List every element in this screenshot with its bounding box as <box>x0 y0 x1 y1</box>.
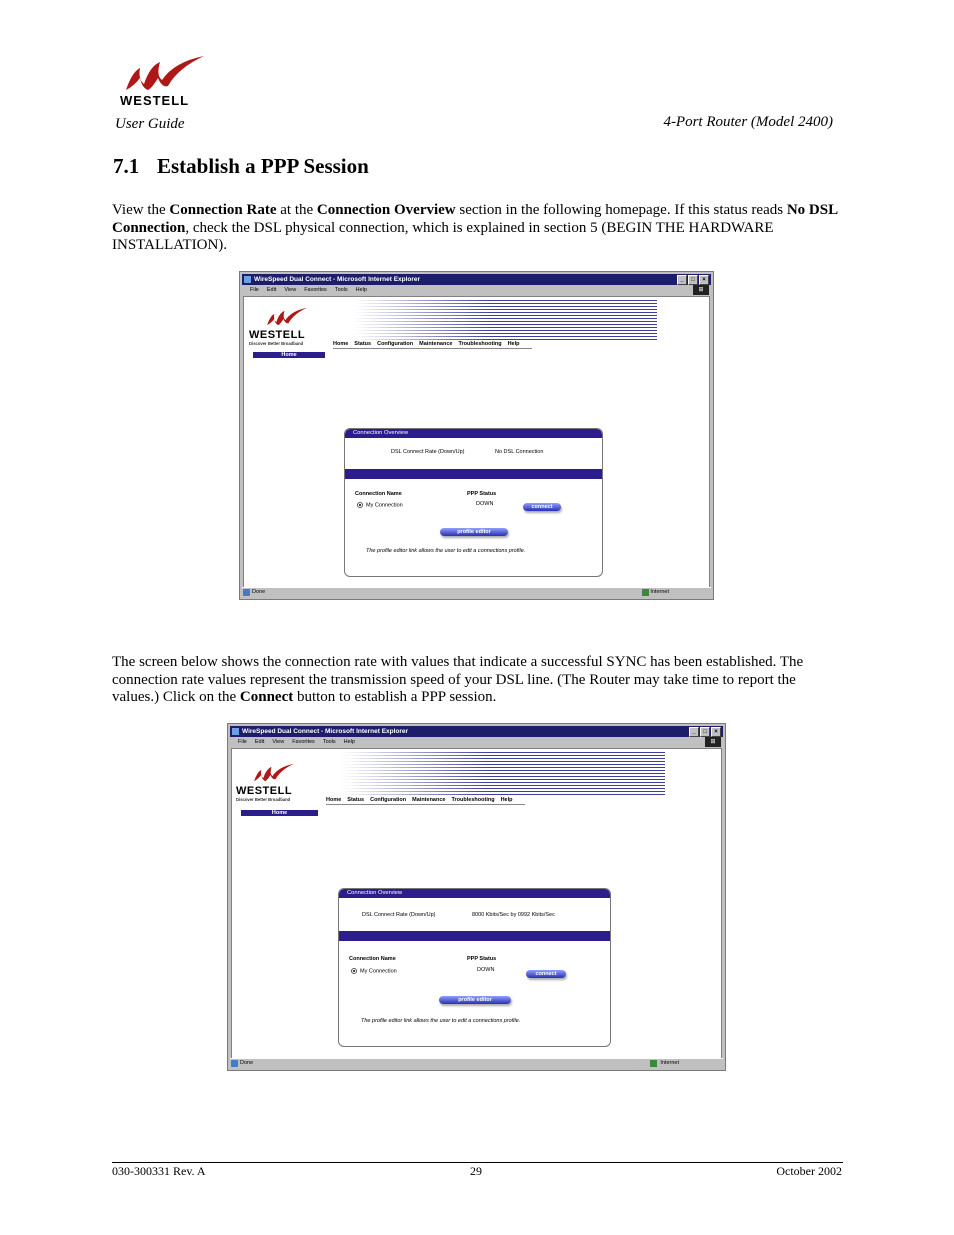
logo-tagline: Discover Better Broadband <box>249 341 304 346</box>
close-icon[interactable]: × <box>699 275 709 285</box>
p1-bold-no-dsl: No DSL Connection <box>112 202 838 236</box>
nav-menu <box>333 341 532 349</box>
nav-home[interactable]: Home <box>326 797 342 803</box>
status-zone: Internet <box>650 589 669 595</box>
page-icon <box>231 1060 238 1067</box>
page-content <box>231 748 722 1059</box>
logo-tagline: Discover Better Broadband <box>236 797 291 802</box>
profile-editor-button[interactable]: profile editor <box>439 996 511 1004</box>
browser-window-2 <box>227 723 726 1071</box>
westell-logo-icon <box>118 54 208 94</box>
connect-button[interactable]: connect <box>526 970 566 978</box>
westell-logo-icon <box>263 305 309 329</box>
nav-configuration[interactable]: Configuration <box>377 341 414 347</box>
nav-status[interactable]: Status <box>354 341 372 347</box>
profile-editor-button[interactable]: profile editor <box>440 528 508 536</box>
westell-logo-text: WESTELL <box>249 329 306 341</box>
p1-text: at the <box>276 202 317 218</box>
menu-file[interactable]: File <box>250 287 259 293</box>
footer-left: 030-300331 Rev. A <box>112 1164 206 1178</box>
p1-text: View the <box>112 202 170 218</box>
menu-help[interactable]: Help <box>343 739 355 745</box>
panel-title: Connection Overview <box>339 889 610 898</box>
menu-view[interactable]: View <box>272 739 285 745</box>
connection-row <box>351 968 397 974</box>
nav-menu <box>326 797 525 805</box>
footer-page-number: 29 <box>470 1164 482 1178</box>
minimize-icon[interactable]: _ <box>677 275 687 285</box>
p1-text: , check the DSL physical connection, which is explained in section 5 (BEGIN THE HARDWARE INSTALLATION). <box>112 219 774 254</box>
p1-text: section in the following homepage. If this status reads <box>455 202 787 218</box>
panel-divider <box>345 469 602 479</box>
nav-maintenance[interactable]: Maintenance <box>419 341 453 347</box>
menu-help[interactable]: Help <box>355 287 367 293</box>
footer-right: October 2002 <box>776 1164 842 1178</box>
connection-radio[interactable] <box>357 502 363 508</box>
p1-bold-connection-rate: Connection Rate <box>169 202 277 218</box>
ie-icon <box>232 728 239 735</box>
rate-label: DSL Connect Rate (Down/Up) <box>391 449 465 455</box>
westell-page-logo <box>249 303 329 353</box>
minimize-icon[interactable]: _ <box>689 727 699 737</box>
westell-page-logo <box>236 759 316 809</box>
header-right: 4-Port Router (Model 2400) <box>663 114 833 130</box>
rate-value: 8000 Kbits/Sec by 0992 Kbits/Sec <box>472 912 555 918</box>
nav-status[interactable]: Status <box>347 797 365 803</box>
menu-tools[interactable]: Tools <box>334 287 348 293</box>
internet-zone-icon <box>650 1060 657 1067</box>
nav-home[interactable]: Home <box>333 341 349 347</box>
connection-row <box>357 502 403 508</box>
nav-help[interactable]: Help <box>500 797 513 803</box>
window-titlebar <box>230 726 723 737</box>
panel-title: Connection Overview <box>345 429 602 438</box>
nav-troubleshooting[interactable]: Troubleshooting <box>451 797 495 803</box>
page-icon <box>243 589 250 596</box>
p2-text: button to establish a PPP session. <box>293 689 497 706</box>
rate-value: No DSL Connection <box>495 449 544 455</box>
menu-file[interactable]: File <box>238 739 247 745</box>
maximize-icon[interactable]: □ <box>700 727 710 737</box>
windows-logo-icon: ⊞ <box>705 737 721 747</box>
nav-configuration[interactable]: Configuration <box>370 797 407 803</box>
window-title: WireSpeed Dual Connect - Microsoft Internet Explorer <box>254 276 421 283</box>
ie-icon <box>244 276 251 283</box>
col-ppp-status: PPP Status <box>467 491 497 497</box>
p2-bold-connect: Connect <box>239 689 294 706</box>
section-title <box>113 154 369 179</box>
paragraph-1 <box>112 202 842 255</box>
menu-edit[interactable]: Edit <box>254 739 265 745</box>
status-done: Done <box>252 589 266 595</box>
p2-text: The screen below shows the connection rate with values that indicate a successful SYNC has been established. The connection rate values represent the transmission speed of your DSL line. (The Router may take time to report the values.) Click on the <box>112 654 804 706</box>
menu-view[interactable]: View <box>284 287 297 293</box>
panel-divider <box>339 931 610 941</box>
col-ppp-status: PPP Status <box>467 956 497 962</box>
header-stripes <box>342 752 665 796</box>
footer-rule <box>112 1162 843 1163</box>
section-number: 7.1 <box>113 154 140 178</box>
nav-troubleshooting[interactable]: Troubleshooting <box>458 341 502 347</box>
status-zone: Internet <box>660 1060 679 1066</box>
ppp-status: DOWN <box>477 967 495 973</box>
browser-window-1 <box>239 271 714 600</box>
col-connection-name: Connection Name <box>355 491 402 497</box>
maximize-icon[interactable]: □ <box>688 275 698 285</box>
menu-edit[interactable]: Edit <box>266 287 277 293</box>
connection-name: My Connection <box>360 968 397 975</box>
header-left: User Guide <box>115 116 185 132</box>
status-bar <box>242 587 711 597</box>
menu-bar <box>230 737 723 748</box>
connection-radio[interactable] <box>351 968 357 974</box>
menu-favorites[interactable]: Favorites <box>304 287 327 293</box>
home-bar[interactable]: Home <box>253 352 325 358</box>
menu-favorites[interactable]: Favorites <box>292 739 315 745</box>
status-done: Done <box>240 1060 254 1066</box>
menu-tools[interactable]: Tools <box>322 739 336 745</box>
profile-note: The profile editor link allows the user to edit a connections profile. <box>361 1018 521 1024</box>
page-content <box>243 296 710 588</box>
internet-zone-icon <box>642 589 649 596</box>
p1-bold-connection-overview: Connection Overview <box>316 202 456 218</box>
home-bar[interactable]: Home <box>241 810 318 816</box>
paragraph-2 <box>112 654 842 707</box>
menu-bar <box>242 285 711 296</box>
connection-overview-panel <box>344 428 603 577</box>
ppp-status: DOWN <box>476 501 494 507</box>
connection-overview-panel <box>338 888 611 1047</box>
nav-help[interactable]: Help <box>507 341 520 347</box>
rate-label: DSL Connect Rate (Down/Up) <box>362 912 436 918</box>
window-title: WireSpeed Dual Connect - Microsoft Internet Explorer <box>242 728 409 735</box>
connection-name: My Connection <box>366 502 403 509</box>
nav-maintenance[interactable]: Maintenance <box>412 797 446 803</box>
window-titlebar <box>242 274 711 285</box>
windows-logo-icon: ⊞ <box>693 285 709 295</box>
col-connection-name: Connection Name <box>349 956 396 962</box>
profile-note: The profile editor link allows the user to edit a connections profile. <box>366 548 526 554</box>
header-stripes <box>354 300 657 340</box>
westell-wordmark: WESTELL <box>120 93 190 108</box>
section-title-text: Establish a PPP Session <box>157 154 369 178</box>
westell-logo-icon <box>250 761 296 785</box>
status-bar <box>230 1058 723 1068</box>
westell-logo-text: WESTELL <box>236 785 293 797</box>
close-icon[interactable]: × <box>711 727 721 737</box>
connect-button[interactable]: connect <box>523 503 561 511</box>
